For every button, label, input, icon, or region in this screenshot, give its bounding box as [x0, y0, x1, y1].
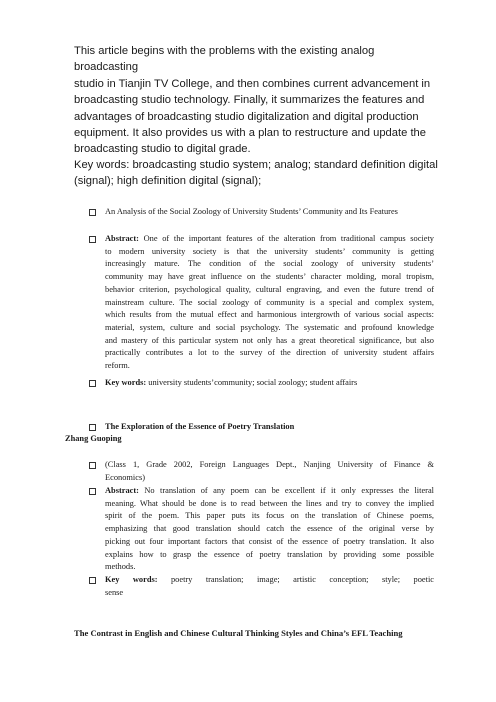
- text-line: reform.: [105, 361, 130, 371]
- checkbox-icon: [89, 209, 96, 216]
- text-line: sense: [105, 587, 124, 597]
- intro-keywords: [74, 157, 444, 190]
- text-line: which results from the mutual effect and harmonious intergrowth of various social aspects:: [105, 310, 434, 320]
- article2-author: Zhang Guoping: [65, 434, 122, 443]
- text-line: Key words: poetry translation; image; artistic conception; style; poetic: [105, 575, 434, 584]
- text-line: (Class 1, Grade 2002, Foreign Languages Dept., Nanjing University of Finance &: [105, 460, 434, 469]
- article2-keywords: [105, 574, 434, 599]
- text-line: meaning. What should be done is to read between the lines and try to convey the implied: [105, 498, 434, 508]
- text-line: and mastery of this particular system not only has a great theoretical significance, but also: [105, 335, 434, 345]
- checkbox-icon: [89, 488, 96, 495]
- text-line: Abstract: One of the important features of the alteration from traditional campus society: [105, 234, 434, 243]
- keywords-label: Key words:: [105, 378, 147, 387]
- text-line: behavior criterion, psychological quality, cultural engraving, and even the future trend of: [105, 284, 434, 294]
- article2-affiliation: [105, 459, 434, 484]
- text-line: to modern university society is that the university students’ community is getting: [105, 246, 434, 256]
- article1-title: An Analysis of the Social Zoology of University Students’ Community and Its Features: [105, 207, 398, 216]
- text-line: Economics): [105, 472, 146, 482]
- text-line: This article begins with the problems with the existing analog broadcasting: [74, 45, 375, 74]
- text-line: broadcasting studio technology. Finally, it summarizes the features and: [74, 94, 425, 107]
- text-line: studio in Tianjin TV College, and then combines current advancement in: [74, 77, 431, 90]
- checkbox-icon: [89, 236, 96, 243]
- article1-abstract: [105, 233, 434, 373]
- abstract-label: Abstract:: [105, 486, 139, 495]
- text-line: equipment. It also provides us with a plan to restructure and update the: [74, 127, 426, 140]
- text-line: practically contributes a lot to the survey of the direction of university student affairs: [105, 348, 434, 358]
- article2-abstract: [105, 485, 434, 574]
- text-line: Abstract: No translation of any poem can be excellent if it only expresses the literal: [105, 486, 434, 495]
- text-line: spirit of the poem. This paper puts its focus on the translation of Chinese poems,: [105, 511, 434, 521]
- text-line: community may have great influence on the students’ character molding, moral tropism,: [105, 272, 434, 282]
- intro-paragraph: [74, 43, 434, 158]
- article1-keywords: Key words: university students’community; social zoology; student affairs: [105, 378, 358, 387]
- text-line: mainstream culture. The social zoology of community is a special and complex system,: [105, 297, 434, 307]
- article3-title: The Contrast in English and Chinese Cultural Thinking Styles and China’s EFL Teaching: [74, 628, 403, 638]
- abstract-label: Abstract:: [105, 234, 139, 243]
- text-line: methods.: [105, 562, 136, 572]
- text-line: picking out four important factors that consist of the essence of poetry translation. It also: [105, 536, 434, 546]
- checkbox-icon: [89, 424, 96, 431]
- text-line: increasingly mature. The condition of the social zoology of university students’: [105, 259, 434, 269]
- text-line: Key words: broadcasting studio system; analog; standard definition digital: [74, 159, 438, 171]
- checkbox-icon: [89, 577, 96, 584]
- checkbox-icon: [89, 380, 96, 387]
- text-line: material, system, culture and social psychology. The systematic and profound knowledge: [105, 322, 434, 332]
- text-line: (signal); high definition digital (signal);: [74, 175, 262, 188]
- text-line: broadcasting studio to digital grade.: [74, 143, 251, 156]
- checkbox-icon: [89, 462, 96, 469]
- text-line: emphasizing that good translation should catch the essence of the original verse by: [105, 524, 434, 534]
- text-line: explains how to grasp the essence of poetry translation by providing some possible: [105, 549, 434, 559]
- article2-title: The Exploration of the Essence of Poetry Translation: [105, 422, 295, 431]
- keywords-label: Key words:: [105, 575, 158, 584]
- text-line: advantages of broadcasting studio digitalization and digital production: [74, 110, 419, 123]
